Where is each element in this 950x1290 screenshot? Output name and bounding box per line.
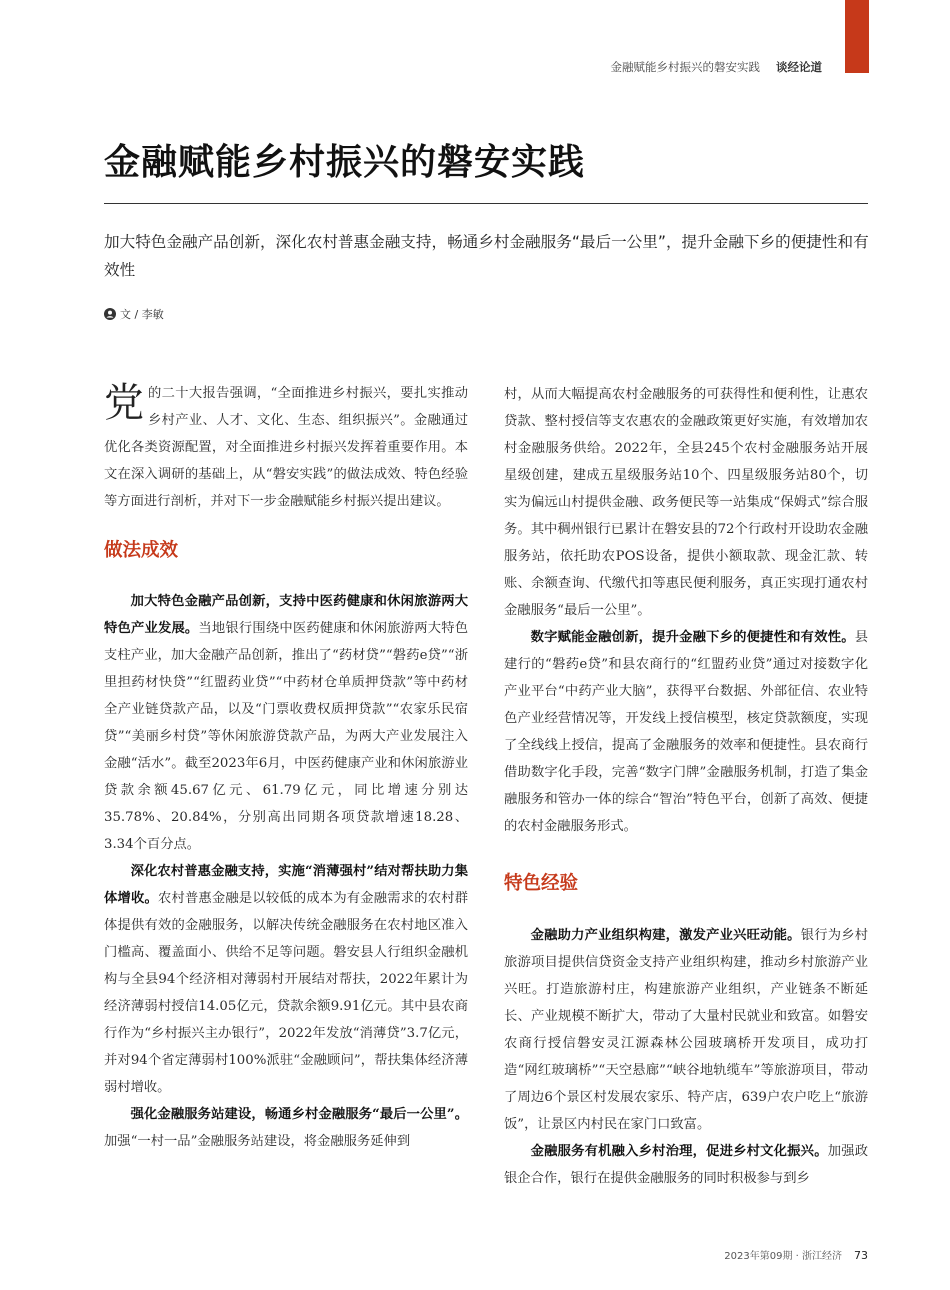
intro-text: 的二十大报告强调，“全面推进乡村振兴，要扎实推动乡村产业、人才、文化、生态、组织振兴”。金融通过优化各类资源配置，对全面推进乡村振兴发挥着重要作用。本文在深入调研的基础上，从“磐安实践”的做法成效、特色经验等方面进行剖析，并对下一步金融赋能乡村振兴提出建议。 — [104, 386, 468, 509]
page-footer — [724, 1247, 868, 1262]
body-paragraph — [504, 624, 868, 840]
issue-info: 2023年第09期 · 浙江经济 — [724, 1251, 842, 1262]
body-paragraph — [104, 1101, 468, 1155]
paragraph-lead: 深化农村普惠金融支持，实施“消薄强村”结对帮扶助力集体增收。 — [104, 864, 468, 906]
header-accent-bar — [845, 0, 869, 73]
paragraph-body: 当地银行围绕中医药健康和休闲旅游两大特色支柱产业，加大金融产品创新，推出了“药材贷”“磐药e贷”“浙里担药材快贷”“红盟药业贷”“中药材仓单质押贷款”等中药材全产业链贷款产品，以及“门票收费权质押贷款”“农家乐民宿贷”“美丽乡村贷”等休闲旅游贷款产品，为两大产业发展注入金融“活水”。截至2023年6月，中医药健康产业和休闲旅游业贷款余额45.67亿元、61.79亿元，同比增速分别达35.78%、20.84%，分别高出同期各项贷款增速18.28、3.34个百分点。 — [104, 621, 469, 852]
right-column — [504, 381, 868, 1192]
paragraph-lead: 加大特色金融产品创新，支持中医药健康和休闲旅游两大特色产业发展。 — [104, 594, 468, 636]
section-heading-experience: 特色经验 — [504, 873, 579, 894]
body-paragraph — [504, 1138, 868, 1192]
author-credit: 文 / 李敏 — [120, 308, 164, 321]
paragraph-body: 加强“一村一品”金融服务站建设，将金融服务延伸到 — [104, 1134, 411, 1149]
paragraph-body: 农村普惠金融是以较低的成本为有金融需求的农村群体提供有效的金融服务，以解决传统金融服务在农村地区准入门槛高、覆盖面小、供给不足等问题。磐安县人行组织金融机构与全县94个经济相对薄弱村开展结对帮扶，2022年累计为经济薄弱村授信14.05亿元，贷款余额9.91亿元。其中县农商行作为“乡村振兴主办银行”，2022年发放“消薄贷”3.7亿元，并对94个省定薄弱村100%派驻“金融顾问”，帮扶集体经济薄弱村增收。 — [104, 891, 469, 1095]
article-subtitle: 加大特色金融产品创新，深化农村普惠金融支持，畅通乡村金融服务“最后一公里”，提升金融下乡的便捷性和有效性 — [104, 233, 869, 279]
intro-paragraph — [104, 380, 468, 515]
body-paragraph — [504, 922, 868, 1138]
paragraph-lead: 数字赋能金融创新，提升金融下乡的便捷性和有效性。 — [530, 630, 855, 645]
body-paragraph — [104, 858, 468, 1101]
section-name: 谈经论道 — [776, 60, 822, 74]
byline — [104, 306, 164, 322]
left-column — [104, 380, 468, 1155]
page-number: 73 — [854, 1249, 868, 1262]
section-heading-practice: 做法成效 — [104, 540, 179, 561]
running-header — [611, 59, 823, 75]
article-title: 金融赋能乡村振兴的磐安实践 — [104, 142, 586, 183]
paragraph-lead: 金融服务有机融入乡村治理，促进乡村文化振兴。 — [530, 1144, 828, 1159]
running-title: 金融赋能乡村振兴的磐安实践 — [610, 60, 760, 74]
body-paragraph-continued: 村，从而大幅提高农村金融服务的可获得性和便利性，让惠农贷款、整村授信等支农惠农的金融政策更好实施，有效增加农村金融服务供给。2022年，全县245个农村金融服务站开展星级创建，建成五星级服务站10个、四星级服务站80个，切实为偏远山村提供金融、政务便民等一站集成“保姆式”综合服务。其中稠州银行已累计在磐安县的72个行政村开设助农金融服务站，依托助农POS设备，提供小额取款、现金汇款、转账、余额查询、代缴代扣等惠民便利服务，真正实现打通农村金融服务“最后一公里”。 — [504, 387, 868, 618]
paragraph-body: 县建行的“磐药e贷”和县农商行的“红盟药业贷”通过对接数字化产业平台“中药产业大脑”，获得平台数据、外部征信、农业特色产业经营情况等，开发线上授信模型，核定贷款额度，实现了全线线上授信，提高了金融服务的效率和便捷性。县农商行借助数字化手段，完善“数字门牌”金融服务机制，打造了集金融服务和管办一体的综合“智治”特色平台，创新了高效、便捷的农村金融服务形式。 — [504, 630, 868, 834]
paragraph-lead: 金融助力产业组织构建，激发产业兴旺动能。 — [530, 928, 801, 943]
paragraph-lead: 强化金融服务站建设，畅通乡村金融服务“最后一公里”。 — [130, 1107, 468, 1122]
user-circle-icon — [104, 308, 116, 320]
body-paragraph — [104, 588, 468, 858]
drop-cap: 党 — [104, 380, 144, 426]
paragraph-body: 加强政银企合作，银行在提供金融服务的同时积极参与到乡 — [504, 1144, 869, 1186]
title-divider — [104, 203, 868, 204]
paragraph-body: 银行为乡村旅游项目提供信贷资金支持产业组织构建，推动乡村旅游产业兴旺。打造旅游村庄，构建旅游产业组织，产业链条不断延长、产业规模不断扩大，带动了大量村民就业和致富。如磐安农商行授信磐安灵江源森林公园玻璃桥开发项目，成功打造“网红玻璃桥”“天空悬廊”“峡谷地轨缆车”等旅游项目，带动了周边6个景区村发展农家乐、特产店，639户农户吃上“旅游饭”，让景区内村民在家门口致富。 — [504, 928, 869, 1132]
